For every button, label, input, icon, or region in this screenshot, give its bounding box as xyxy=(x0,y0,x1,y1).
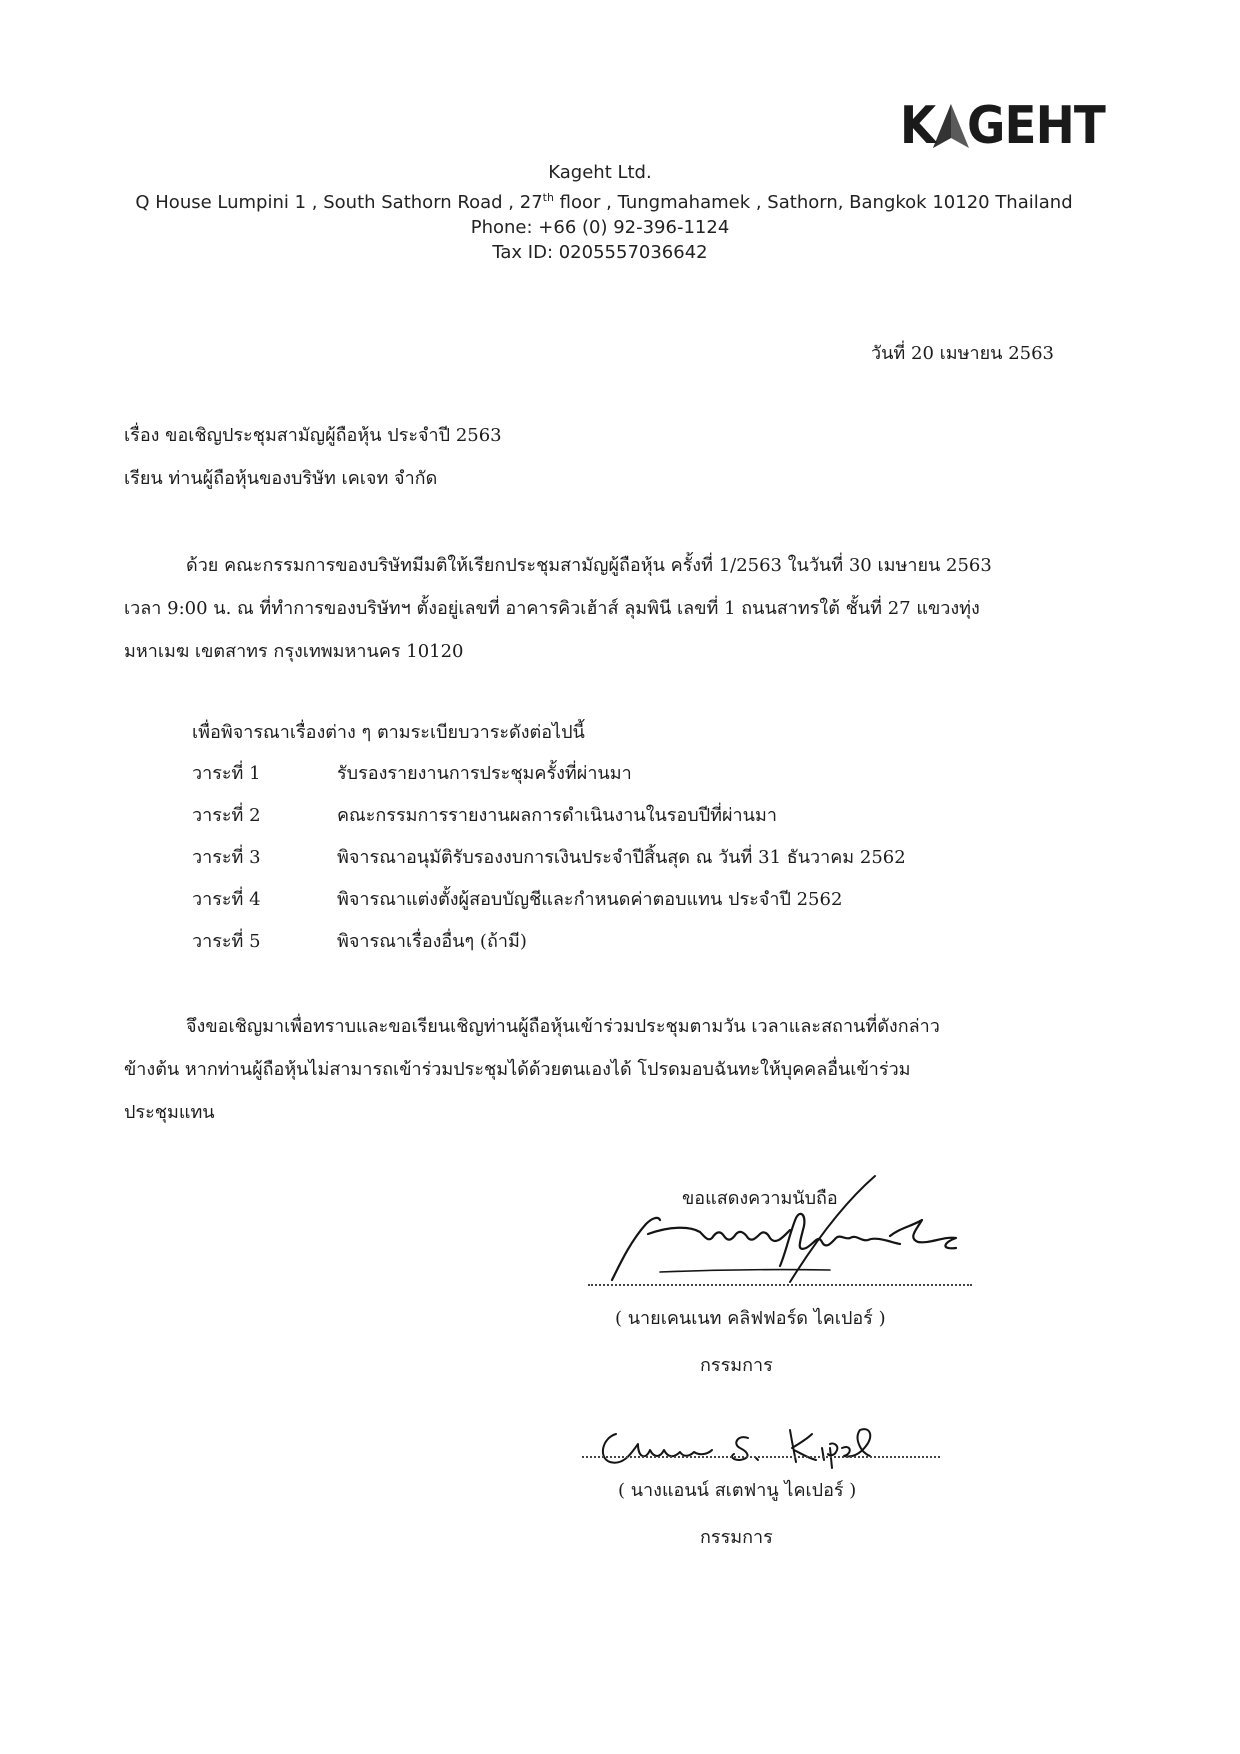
agenda-item xyxy=(192,842,906,884)
signatory-name-2: ( นางแอนน์ สเตฟานู ไคเปอร์ ) xyxy=(618,1480,857,1501)
address-part-1: Q House Lumpini 1 , South Sathorn Road , 27 xyxy=(135,192,543,213)
paragraph-line: มหาเมฆ เขตสาทร กรุงเทพมหานคร 10120 xyxy=(124,641,464,662)
agenda-text: คณะกรรมการรายงานผลการดำเนินงานในรอบปีที่ผ่านมา xyxy=(337,805,777,826)
company-address xyxy=(104,185,1104,215)
agenda-intro: เพื่อพิจารณาเรื่องต่าง ๆ ตามระเบียบวาระดังต่อไปนี้ xyxy=(192,722,585,743)
paragraph-invitation xyxy=(124,550,1050,679)
company-tax-id: Tax ID: 0205557036642 xyxy=(492,242,708,263)
paragraph-line: ประชุมแทน xyxy=(124,1102,215,1123)
signatory-title-1: กรรมการ xyxy=(700,1355,773,1376)
signature-2 xyxy=(590,1408,950,1478)
paragraph-line: ด้วย คณะกรรมการของบริษัทมีมติให้เรียกประชุมสามัญผู้ถือหุ้น ครั้งที่ 1/2563 ในวันที่ 30 เมษายน 2563 xyxy=(186,555,992,576)
agenda-text: รับรองรายงานการประชุมครั้งที่ผ่านมา xyxy=(337,763,632,784)
logo-text-right: GEHT xyxy=(967,96,1106,156)
letter-recipient: เรียน ท่านผู้ถือหุ้นของบริษัท เคเจท จำกัด xyxy=(124,468,438,489)
agenda-number: วาระที่ 5 xyxy=(192,931,261,952)
paragraph-line: ข้างต้น หากท่านผู้ถือหุ้นไม่สามารถเข้าร่วมประชุมได้ด้วยตนเองได้ โปรดมอบฉันทะให้บุคคลอื่นเข้าร่วม xyxy=(124,1059,911,1080)
agenda-number: วาระที่ 1 xyxy=(192,763,261,784)
agenda-text: พิจารณาเรื่องอื่นๆ (ถ้ามี) xyxy=(337,931,527,952)
agenda-item xyxy=(192,884,906,926)
signature-1 xyxy=(600,1172,1020,1302)
closing-salutation: ขอแสดงความนับถือ xyxy=(682,1188,838,1209)
logo-text-left: K xyxy=(899,96,936,156)
logo-arrow-icon xyxy=(931,100,971,152)
paragraph-line: เวลา 9:00 น. ณ ที่ทำการของบริษัทฯ ตั้งอยู่เลขที่ อาคารคิวเฮ้าส์ ลุมพินี เลขที่ 1 ถนนสาทรใต้ ชั้นที่ 27 แขวงทุ่ง xyxy=(124,598,980,619)
signature-line-1 xyxy=(588,1284,972,1286)
agenda-text: พิจารณาอนุมัติรับรองงบการเงินประจำปีสิ้นสุด ณ วันที่ 31 ธันวาคม 2562 xyxy=(337,847,906,868)
agenda-text: พิจารณาแต่งตั้งผู้สอบบัญชีและกำหนดค่าตอบแทน ประจำปี 2562 xyxy=(337,889,843,910)
agenda-number: วาระที่ 4 xyxy=(192,889,261,910)
signatory-name-1: ( นายเคนเนท คลิฟฟอร์ด ไคเปอร์ ) xyxy=(615,1308,886,1329)
address-superscript: th xyxy=(542,191,554,204)
agenda-item xyxy=(192,800,906,842)
agenda-number: วาระที่ 3 xyxy=(192,847,261,868)
signature-line-2 xyxy=(582,1456,940,1458)
agenda-item xyxy=(192,758,906,800)
company-name: Kageht Ltd. xyxy=(548,162,652,183)
agenda-number: วาระที่ 2 xyxy=(192,805,261,826)
company-phone: Phone: +66 (0) 92-396-1124 xyxy=(470,217,730,238)
agenda-list xyxy=(192,758,906,968)
paragraph-request xyxy=(124,1011,1050,1140)
company-logo xyxy=(896,96,1121,156)
letter-subject: เรื่อง ขอเชิญประชุมสามัญผู้ถือหุ้น ประจำปี 2563 xyxy=(124,425,502,446)
address-part-2: floor , Tungmahamek , Sathorn, Bangkok 10120 Thailand xyxy=(553,192,1073,213)
agenda-item xyxy=(192,926,906,968)
paragraph-line: จึงขอเชิญมาเพื่อทราบและขอเรียนเชิญท่านผู้ถือหุ้นเข้าร่วมประชุมตามวัน เวลาและสถานที่ดังกล่าว xyxy=(186,1016,940,1037)
letter-date: วันที่ 20 เมษายน 2563 xyxy=(871,343,1054,364)
signatory-title-2: กรรมการ xyxy=(700,1527,773,1548)
letterhead xyxy=(100,160,1100,265)
